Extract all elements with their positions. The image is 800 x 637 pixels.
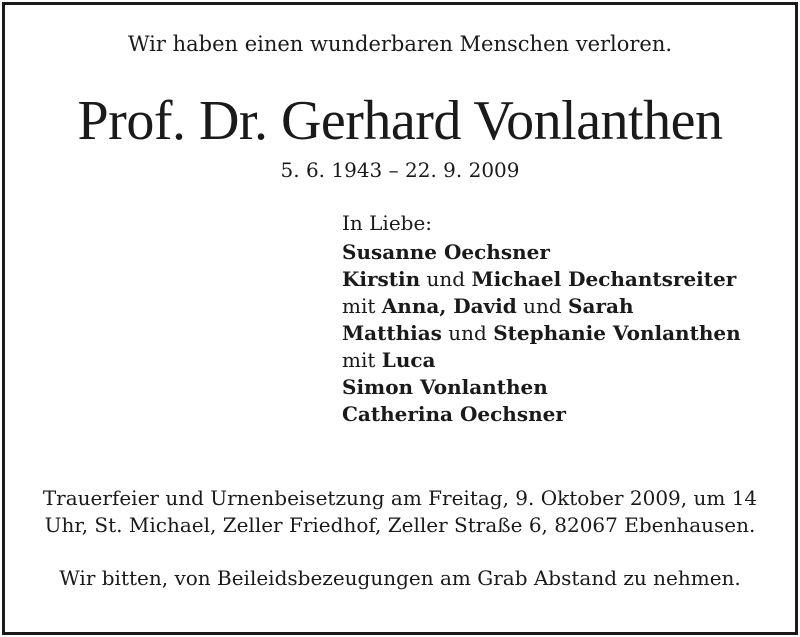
connector: und xyxy=(516,294,569,318)
mourner-line xyxy=(342,347,741,374)
mourner-line xyxy=(342,293,741,320)
connector: mit xyxy=(342,294,382,318)
mourner-name: Michael Dechantsreiter xyxy=(471,267,737,291)
deceased-name: Prof. Dr. Gerhard Vonlanthen xyxy=(77,90,723,152)
mourner-line xyxy=(342,374,741,401)
mourner-name: Catherina Oechsner xyxy=(342,402,566,426)
connector: mit xyxy=(342,348,382,372)
mourner-line xyxy=(342,266,741,293)
ceremony-line: Uhr, St. Michael, Zeller Friedhof, Zeller Straße 6, 82067 Ebenhausen. xyxy=(44,513,756,537)
intro-text: Wir haben einen wunderbaren Menschen verloren. xyxy=(127,32,673,56)
mourners-list xyxy=(342,210,741,428)
condolence-request: Wir bitten, von Beileidsbezeugungen am Grab Abstand zu nehmen. xyxy=(59,566,741,590)
mourner-name: Anna, David xyxy=(381,294,517,318)
ceremony-line: Trauerfeier und Urnenbeisetzung am Freitag, 9. Oktober 2009, um 14 xyxy=(42,486,758,510)
mourner-name: Susanne Oechsner xyxy=(342,240,550,264)
mourner-name: Luca xyxy=(381,348,436,372)
mourner-line xyxy=(342,239,741,266)
mourner-line xyxy=(342,320,741,347)
ceremony-info xyxy=(0,485,800,539)
mourners-heading: In Liebe: xyxy=(342,211,433,235)
mourner-name: Stephanie Vonlanthen xyxy=(493,321,741,345)
mourner-line xyxy=(342,401,741,428)
mourner-name: Simon Vonlanthen xyxy=(342,375,548,399)
connector: und xyxy=(441,321,494,345)
life-dates: 5. 6. 1943 – 22. 9. 2009 xyxy=(280,158,520,182)
mourner-name: Kirstin xyxy=(342,267,421,291)
connector: und xyxy=(420,267,472,291)
mourner-name: Sarah xyxy=(568,294,634,318)
mourner-name: Matthias xyxy=(342,321,442,345)
